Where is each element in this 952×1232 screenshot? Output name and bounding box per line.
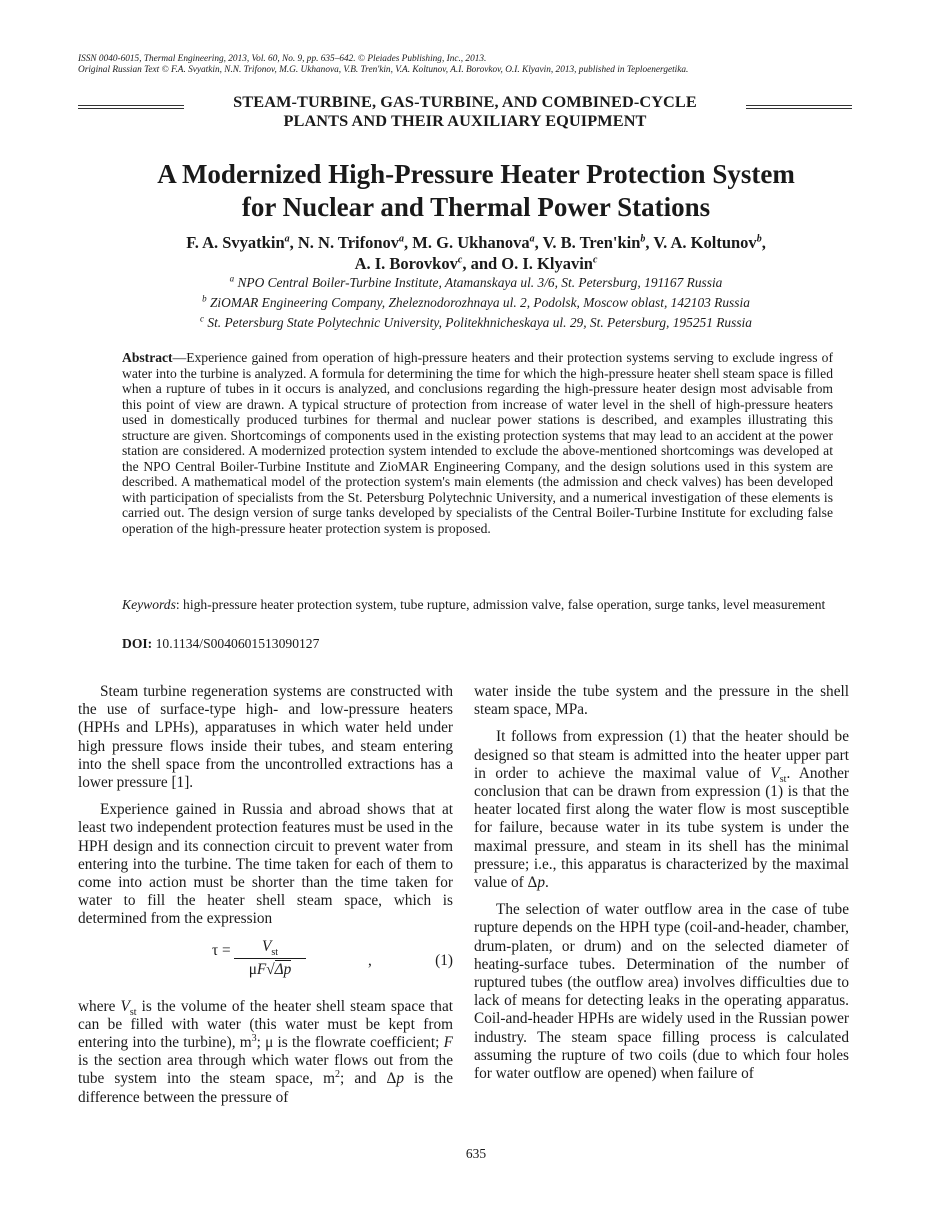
author-list: F. A. Svyatkin$^a$, N. N. Trifonov$^a$, M. G. Ukhanova$^a$, V. B. Tren'kin$^b$, V. A. Koltunov$^b$, A. I. Borovkov$^c$, and O. I. Klyavin$^c$	[186, 233, 766, 273]
section-rule-left	[78, 105, 184, 109]
author-affiliation-mark: a	[284, 233, 290, 245]
equation-1: τ = $V_{st}$ μF√Δp , (1)	[212, 937, 453, 978]
section-heading	[78, 92, 852, 131]
author: O. I. Klyavin	[501, 254, 593, 273]
body-column-left	[78, 683, 453, 1116]
author-affiliation-mark: a	[399, 233, 405, 245]
page-number: 635	[465, 1146, 487, 1161]
paragraph: Experience gained in Russia and abroad shows that at least two independent protection features must be used in the HPH design and its connection circuit to prevent water from entering into the turbine. The time taken for each of them to come into action must be shorter than the time taken for water to fill the heater shell steam space, which is determined from the expression	[78, 801, 453, 928]
author: F. A. Svyatkin	[186, 233, 285, 252]
affiliation-list	[78, 273, 874, 333]
citation-line-2: Original Russian Text © F.A. Svyatkin, N.N. Trifonov, M.G. Ukhanova, V.B. Tren'kin, V.A. Koltunov, A.I. Borovkov, O.I. Klyavin, 2013, published in Teploenergetika.	[78, 65, 689, 75]
abstract-text: —Experience gained from operation of high-pressure heaters and their protection systems serving to exclude ingress of water into the turbine is analyzed. A formula for determining the time for which the high-pressure heater shell steam space is filled when a rupture of tubes in it occurs is analyzed, and conclusions regarding the high-pressure heater design most advisable from this point of view are drawn. A typical structure of protection from increase of water level in the shell of high-pressure heaters used in domestically produced turbines for thermal and nuclear power stations is described, and examples illustrating this structure are given. Shortcomings of components used in the existing protection systems that may lead to an accident at the power station are considered. A modernized protection system intended to exclude the above-mentioned shortcomings was developed at the NPO Central Boiler-Turbine Institute and ZioMAR Engineering Company, and the design solutions used in this system are described. A mathematical model of the protection system's main elements (the admission and check valves) has been developed with participation of specialists from the St. Petersburg Polytechnic University, and a numerical investigation of these elements is carried out. The design version of surge tanks developed by specialists of the Central Boiler-Turbine Institute for excluding false operation of the high-pressure heater protection system is proposed.	[122, 350, 833, 536]
paragraph: It follows from expression (1) that the heater should be designed so that steam is admitted into the heater upper part in order to achieve the maximal value of $V_{st}$. Another conclusion that can be drawn from expression (1) is that the heater located first along the water flow is most susceptible for failure, because water in its tube system is under the maximal pressure, and steam in its shell has the minimal pressure; i.e., this apparatus is characterized by the maximal value of Δp.	[474, 728, 850, 892]
author-affiliation-mark: c	[457, 254, 463, 266]
affiliation: $^b$ ZiOMAR Engineering Company, Zheleznodorozhnaya ul. 2, Podolsk, Moscow oblast, 142103 Russia	[202, 293, 750, 310]
author: V. A. Koltunov	[653, 233, 757, 252]
keywords-text: : high-pressure heater protection system, tube rupture, admission valve, false operation, surge tanks, level measurement	[175, 597, 826, 612]
paragraph: Steam turbine regeneration systems are constructed with the use of surface-type high- and low-pressure heaters (HPHs and LPHs), apparatuses in which water held under high pressure flows inside their tubes, and steam entering into the shell space from the uncontrolled extractions has a lower pressure [1].	[78, 683, 453, 792]
equation-denominator: μF√Δp	[248, 960, 292, 978]
abstract-label: Abstract	[122, 350, 173, 365]
equation-numerator: $V_{st}$	[234, 938, 306, 959]
keywords	[122, 597, 833, 613]
doi-label: DOI:	[122, 636, 153, 651]
abstract	[122, 350, 833, 536]
title-line-1: A Modernized High-Pressure Heater Protection System	[157, 159, 795, 189]
citation-line-1: ISSN 0040-6015, Thermal Engineering, 2013, Vol. 60, No. 9, pp. 635–642. © Pleiades Publishing, Inc., 2013.	[78, 54, 487, 64]
author: V. B. Tren'kin	[542, 233, 641, 252]
author-affiliation-mark: c	[592, 254, 598, 266]
equation-lhs: τ =	[212, 941, 231, 959]
section-heading-line-2: PLANTS AND THEIR AUXILIARY EQUIPMENT	[283, 111, 647, 130]
title-line-2: for Nuclear and Thermal Power Stations	[241, 192, 711, 222]
body-column-right	[474, 683, 849, 1092]
keywords-label: Keywords	[122, 597, 176, 612]
citation-block	[78, 54, 878, 76]
equation-number: (1)	[435, 951, 453, 969]
affiliation: $^c$ St. Petersburg State Polytechnic University, Politekhnicheskaya ul. 29, St. Petersburg, 195251 Russia	[200, 313, 752, 330]
author: M. G. Ukhanova	[412, 233, 530, 252]
section-rule-right	[746, 105, 852, 109]
doi-value: 10.1134/S0040601513090127	[152, 636, 320, 651]
paragraph: water inside the tube system and the pressure in the shell steam space, MPa.	[474, 683, 849, 719]
author: A. I. Borovkov	[354, 254, 458, 273]
paragraph: where $V_{st}$ is the volume of the heater shell steam space that can be filled with water (this water must be kept from entering into the turbine), $m^3$; μ is the flowrate coefficient; F is the section area through which water flows out from the tube system into the steam space, $m^2$; and Δp is the difference between the pressure of	[78, 997, 453, 1106]
paragraph: The selection of water outflow area in the case of tube rupture depends on the HPH type (coil-and-header, chamber, drum-platen, or drum) and on the selected diameter of heating-surface tubes. Determination of the number of ruptured tubes (the outflow area) involves difficulties due to lack of means for detecting leaks in the operating apparatus. Coil-and-header HPHs are widely used in the Russian power industry. The steam space filling process is calculated assuming the rupture of two coils (due to which four holes for water outflow are opened) when failure of	[474, 901, 849, 1083]
author-affiliation-mark: b	[756, 233, 762, 245]
equation-fraction	[234, 938, 306, 979]
affiliation: $^a$ NPO Central Boiler-Turbine Institute, Atamanskaya ul. 3/6, St. Petersburg, 191167 Russia	[229, 273, 723, 290]
author-affiliation-mark: b	[640, 233, 646, 245]
author: N. N. Trifonov	[297, 233, 400, 252]
doi	[122, 636, 833, 652]
section-heading-line-1: STEAM-TURBINE, GAS-TURBINE, AND COMBINED-CYCLE	[233, 92, 697, 111]
author-affiliation-mark: a	[529, 233, 535, 245]
article-title	[78, 158, 874, 224]
